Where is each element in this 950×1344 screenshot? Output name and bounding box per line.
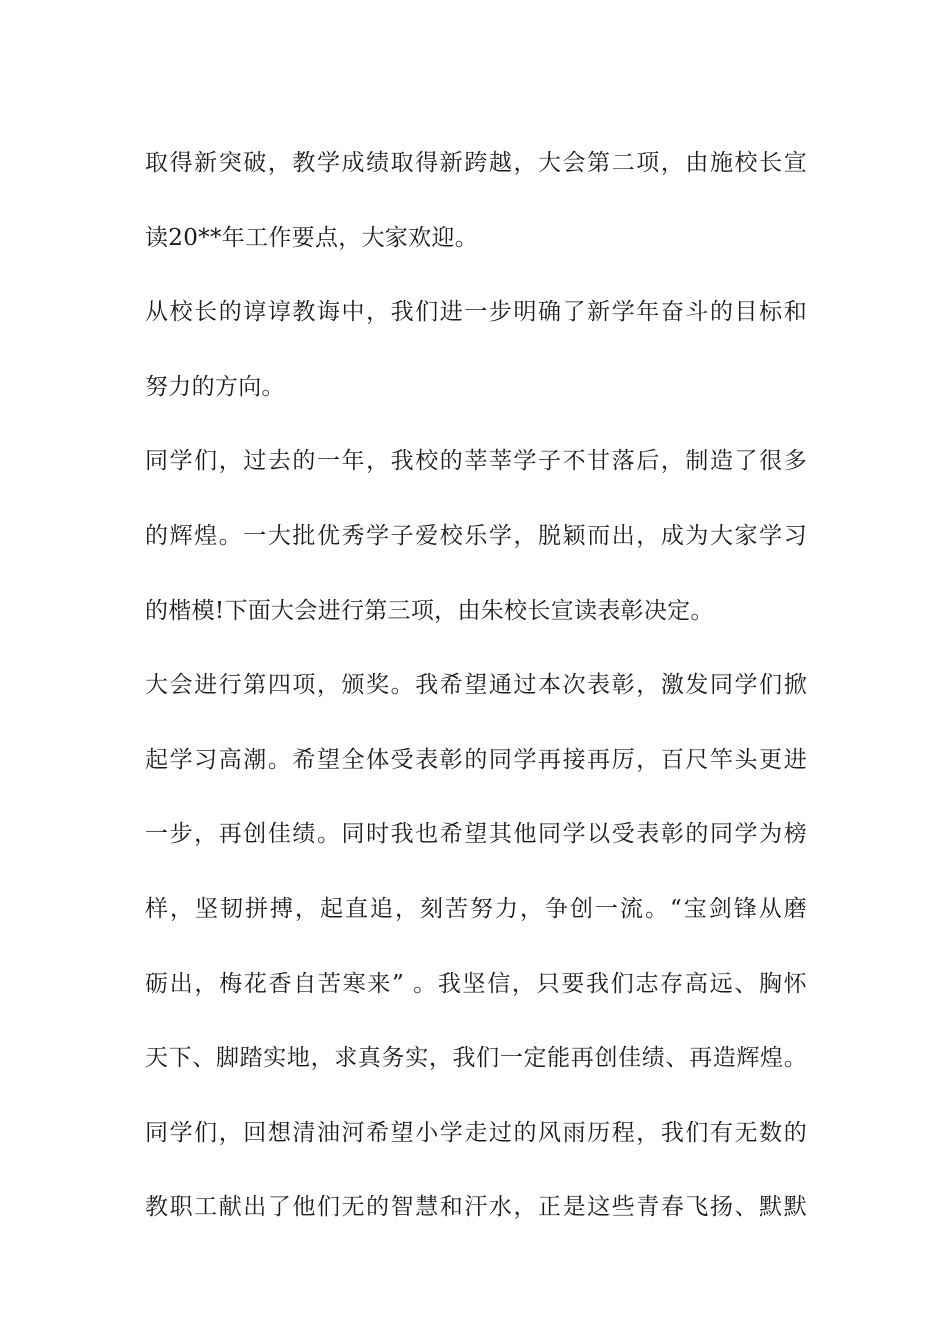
text-line: 的楷模!下面大会进行第三项，由朱校长宣读表彰决定。 bbox=[145, 597, 714, 624]
text-line: 努力的方向。 bbox=[145, 373, 285, 400]
text-line: 起学习高潮。希望全体受表彰的同学再接再厉，百尺竿头更进 bbox=[145, 746, 807, 773]
text-line: 取得新突破，教学成绩取得新跨越，大会第二项，由施校长宣 bbox=[145, 150, 807, 176]
text-line: 大会进行第四项，颁奖。我希望通过本次表彰，激发同学们掀 bbox=[145, 672, 807, 699]
text-line: 的辉煌。一大批优秀学子爱校乐学，脱颖而出，成为大家学习 bbox=[145, 522, 807, 549]
body-text bbox=[145, 126, 807, 1245]
text-line: 同学们，回想清油河希望小学走过的风雨历程，我们有无数的 bbox=[145, 1119, 807, 1146]
text-line: 读20**年工作要点，大家欢迎。 bbox=[145, 224, 479, 251]
text-line: 从校长的谆谆教诲中，我们进一步明确了新学年奋斗的目标和 bbox=[145, 299, 807, 326]
text-line: 同学们，过去的一年，我校的莘莘学子不甘落后，制造了很多 bbox=[145, 448, 807, 475]
text-line: 一步，再创佳绩。同时我也希望其他同学以受表彰的同学为榜 bbox=[145, 821, 807, 848]
text-line: 教职工献出了他们无的智慧和汗水，正是这些青春飞扬、默默 bbox=[145, 1194, 807, 1221]
text-line: 样，坚韧拼搏，起直追，刻苦努力，争创一流。“宝剑锋从磨 bbox=[145, 895, 807, 922]
text-line: 砺出，梅花香自苦寒来” 。我坚信，只要我们志存高远、胸怀 bbox=[145, 970, 807, 997]
text-line: 天下、脚踏实地，求真务实，我们一定能再创佳绩、再造辉煌。 bbox=[145, 1045, 807, 1072]
